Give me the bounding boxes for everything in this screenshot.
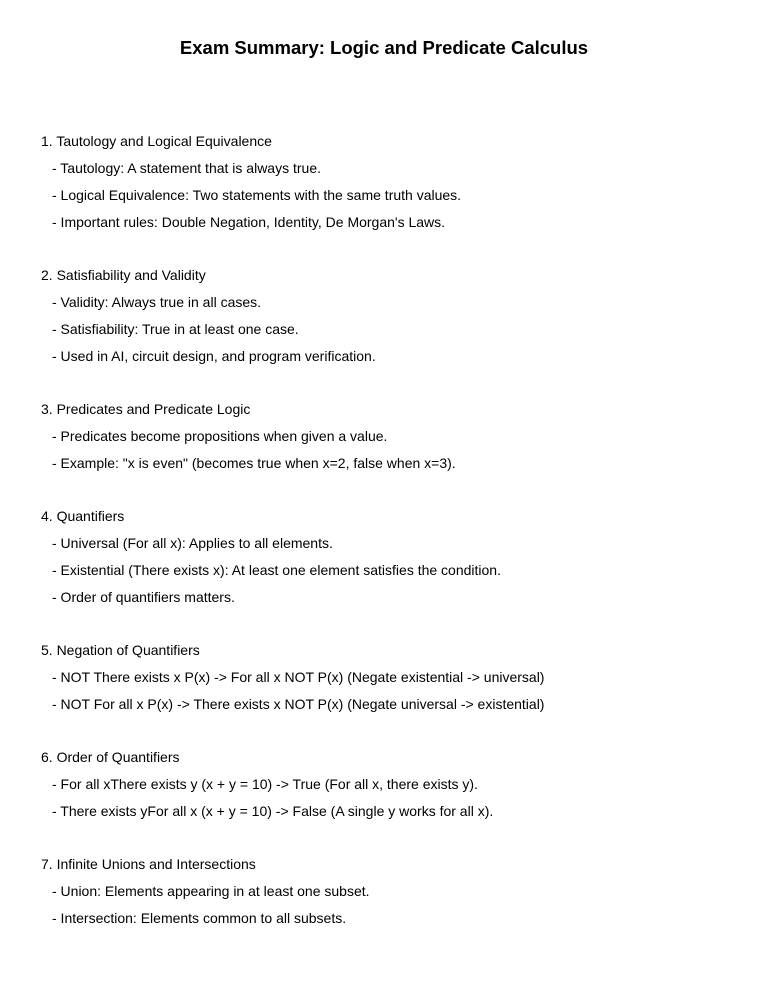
section-heading: 1. Tautology and Logical Equivalence [41, 133, 272, 149]
section-heading: 3. Predicates and Predicate Logic [41, 401, 251, 417]
document-body [41, 128, 741, 958]
section-line: - Satisfiability: True in at least one case. [52, 321, 299, 337]
section-line: - Tautology: A statement that is always true. [52, 160, 321, 176]
section-tautology [41, 128, 741, 236]
section-line: - Validity: Always true in all cases. [52, 294, 262, 310]
section-heading: 6. Order of Quantifiers [41, 749, 180, 765]
section-heading: 7. Infinite Unions and Intersections [41, 856, 256, 872]
section-line: - Predicates become propositions when given a value. [52, 428, 388, 444]
section-line: - Universal (For all x): Applies to all elements. [52, 535, 333, 551]
section-line: - For all xThere exists y (x + y = 10) -> True (For all x, there exists y). [52, 776, 478, 792]
section-line: - Order of quantifiers matters. [52, 589, 235, 605]
section-order [41, 744, 741, 825]
section-line: - Intersection: Elements common to all subsets. [52, 910, 347, 926]
section-negation [41, 637, 741, 718]
section-heading: 2. Satisfiability and Validity [41, 267, 206, 283]
section-line: - Existential (There exists x): At least one element satisfies the condition. [52, 562, 501, 578]
section-line: - Important rules: Double Negation, Identity, De Morgan's Laws. [52, 214, 446, 230]
section-quantifiers [41, 503, 741, 611]
section-line: - There exists yFor all x (x + y = 10) -> False (A single y works for all x). [52, 803, 494, 819]
section-line: - Example: "x is even" (becomes true when x=2, false when x=3). [52, 455, 456, 471]
page-title: Exam Summary: Logic and Predicate Calculus [179, 37, 589, 58]
section-predicates [41, 396, 741, 477]
section-heading: 5. Negation of Quantifiers [41, 642, 200, 658]
section-unions [41, 851, 741, 932]
section-line: - Union: Elements appearing in at least one subset. [52, 883, 370, 899]
section-line: - NOT For all x P(x) -> There exists x NOT P(x) (Negate universal -> existential) [52, 696, 545, 712]
section-heading: 4. Quantifiers [41, 508, 125, 524]
section-line: - Used in AI, circuit design, and program verification. [52, 348, 376, 364]
section-line: - Logical Equivalence: Two statements with the same truth values. [52, 187, 462, 203]
section-satisfiability [41, 262, 741, 370]
section-line: - NOT There exists x P(x) -> For all x NOT P(x) (Negate existential -> universal) [52, 669, 545, 685]
